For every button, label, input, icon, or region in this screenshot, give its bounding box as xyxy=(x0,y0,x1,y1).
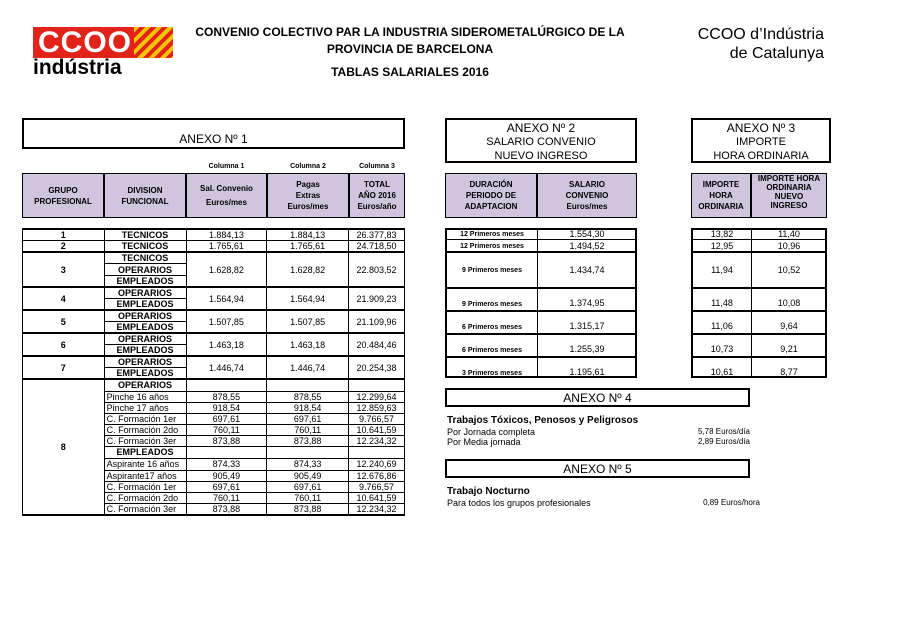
total-cell: 22.803,52 xyxy=(349,252,405,287)
pagas-cell: 1.628,82 xyxy=(267,252,349,287)
header-importe-hora: IMPORTE HORA ORDINARIA xyxy=(691,173,751,218)
grupo-cell: 3 xyxy=(23,252,105,287)
row-line xyxy=(691,333,827,335)
pagas-cell: 1.884,13 xyxy=(267,229,349,241)
row-line xyxy=(445,287,637,289)
grupo-cell: 5 xyxy=(23,310,105,333)
anexo4-item-value: 5,78 Euros/día xyxy=(697,427,750,436)
division-cell: EMPLEADOS xyxy=(104,299,186,311)
pagas-cell: 697,61 xyxy=(267,481,349,492)
division-cell: EMPLEADOS xyxy=(104,368,186,380)
hora-cell: 12,95 xyxy=(710,241,734,251)
total-cell: 21.909,23 xyxy=(349,287,405,310)
nuevo-cell: 10,08 xyxy=(777,298,801,308)
pagas-cell: 1.446,74 xyxy=(267,356,349,379)
total-cell: 10.641,59 xyxy=(349,424,405,435)
empleados-label: EMPLEADOS xyxy=(104,446,186,458)
periodo-cell: 12 Primeros meses xyxy=(460,231,524,238)
row-line xyxy=(691,287,827,289)
anexo4-item-label: Por Media jornada xyxy=(447,437,521,447)
salario-cell: 1.434,74 xyxy=(569,265,605,275)
total-cell: 20.484,46 xyxy=(349,333,405,356)
row-line xyxy=(445,310,637,312)
division-cell: OPERARIOS xyxy=(104,356,186,368)
pagas-cell: 1.564,94 xyxy=(267,287,349,310)
org-name-line1: CCOO d’Indústria xyxy=(697,26,824,43)
pagas-cell: 760,11 xyxy=(267,424,349,435)
hora-cell: 13,82 xyxy=(710,229,734,239)
hora-cell: 11,94 xyxy=(711,265,733,275)
category-cell: C. Formación 1er xyxy=(104,413,186,424)
table-row xyxy=(23,241,405,253)
header-duracion: DURACIÓN PERIODO DE ADAPTACION xyxy=(445,173,537,218)
pagas-cell: 873,88 xyxy=(267,435,349,446)
table-row xyxy=(23,252,405,264)
header-importe-nuevo: IMPORTE HORA ORDINARIA NUEVO INGRESO xyxy=(751,173,827,218)
column-2-label: Columna 2 xyxy=(290,163,326,170)
pagas-cell: 918,54 xyxy=(267,402,349,413)
sal-cell: 878,55 xyxy=(186,391,267,402)
row-line xyxy=(691,239,827,240)
column-3-label: Columna 3 xyxy=(359,163,395,170)
org-name-line2: de Catalunya xyxy=(729,45,824,62)
doc-title-line2: PROVINCIA DE BARCELONA xyxy=(326,42,494,56)
anexo1-table xyxy=(22,228,405,516)
total-cell: 26.377,83 xyxy=(349,229,405,241)
table-row xyxy=(23,287,405,299)
sal-cell: 1.446,74 xyxy=(186,356,267,379)
pagas-cell: 1.765,61 xyxy=(267,241,349,253)
sal-cell: 905,49 xyxy=(186,470,267,481)
pagas-cell: 873,88 xyxy=(267,503,349,515)
sal-cell: 1.628,82 xyxy=(186,252,267,287)
total-cell: 24.718,50 xyxy=(349,241,405,253)
category-cell: Aspirante17 años xyxy=(104,470,186,481)
pagas-cell: 1.463,18 xyxy=(267,333,349,356)
total-cell: 10.641,59 xyxy=(349,492,405,503)
anexo5-item-label: Para todos los grupos profesionales xyxy=(447,498,591,508)
header-pagas-extras: Pagas Extras Euros/mes xyxy=(267,173,349,218)
sal-cell: 1.463,18 xyxy=(186,333,267,356)
table-row xyxy=(23,310,405,322)
anexo4-item-label: Por Jornada completa xyxy=(447,427,536,437)
doc-subtitle: TABLAS SALARIALES 2016 xyxy=(331,65,489,79)
periodo-cell: 9 Primeros meses xyxy=(462,301,522,308)
header-sal-convenio: Sal. Convenio Euros/mes xyxy=(186,173,267,218)
table-row xyxy=(23,356,405,368)
division-cell: TECNICOS xyxy=(104,241,186,253)
column-1-label: Columna 1 xyxy=(208,163,245,170)
division-cell: OPERARIOS xyxy=(104,333,186,345)
hora-cell: 11,48 xyxy=(711,298,733,308)
anexo2-title: ANEXO Nº 2 SALARIO CONVENIO NUEVO INGRESO xyxy=(445,118,637,163)
pagas-cell: 878,55 xyxy=(267,391,349,402)
division-cell: EMPLEADOS xyxy=(104,322,186,334)
salario-cell: 1.374,95 xyxy=(569,298,605,308)
pagas-cell: 1.507,85 xyxy=(267,310,349,333)
operarios-label: OPERARIOS xyxy=(104,379,186,391)
salario-cell: 1.494,52 xyxy=(569,241,605,251)
total-cell: 21.109,96 xyxy=(349,310,405,333)
category-cell: C. Formación 1er xyxy=(104,481,186,492)
anexo4-heading: Trabajos Tóxicos, Penosos y Peligrosos xyxy=(447,415,639,426)
row-line xyxy=(445,356,637,358)
grupo-cell: 2 xyxy=(23,241,105,253)
sal-cell: 1.507,85 xyxy=(186,310,267,333)
total-cell: 12.676,86 xyxy=(349,470,405,481)
pagas-cell: 874,33 xyxy=(267,458,349,470)
sal-cell: 918,54 xyxy=(186,402,267,413)
anexo5-item-value: 0,89 Euros/hora xyxy=(703,498,760,507)
division-cell: OPERARIOS xyxy=(104,287,186,299)
division-cell: TECNICOS xyxy=(104,252,186,264)
sal-cell: 873,88 xyxy=(186,503,267,515)
header-grupo: GRUPO PROFESIONAL xyxy=(22,173,104,218)
row-line xyxy=(691,310,827,312)
doc-title-line1: CONVENIO COLECTIVO PAR LA INDUSTRIA SIDEROMETALÚRGICO DE LA xyxy=(195,25,625,39)
category-cell: Pinche 17 años xyxy=(104,402,186,413)
sal-cell: 697,61 xyxy=(186,481,267,492)
sal-cell: 1.564,94 xyxy=(186,287,267,310)
grupo-cell: 7 xyxy=(23,356,105,379)
anexo3-title: ANEXO Nº 3 IMPORTE HORA ORDINARIA xyxy=(691,118,831,163)
total-cell: 9.766,57 xyxy=(349,481,405,492)
salario-cell: 1.315,17 xyxy=(569,321,605,331)
periodo-cell: 6 Primeros meses xyxy=(462,347,522,354)
nuevo-cell: 9,64 xyxy=(780,321,798,331)
nuevo-cell: 11,40 xyxy=(778,229,800,239)
logo-stripes xyxy=(134,27,173,58)
total-cell: 12.299,64 xyxy=(349,391,405,402)
sal-cell: 874,33 xyxy=(186,458,267,470)
header-total-ano: TOTAL AÑO 2016 Euros/año xyxy=(349,173,405,218)
anexo5-title: ANEXO Nº 5 xyxy=(445,459,750,478)
sal-cell: 1.884,13 xyxy=(186,229,267,241)
anexo4-item-value: 2,89 Euros/día xyxy=(697,437,750,446)
division-cell: EMPLEADOS xyxy=(104,345,186,357)
row-line xyxy=(445,333,637,335)
grupo-cell: 4 xyxy=(23,287,105,310)
sal-cell: 760,11 xyxy=(186,492,267,503)
table-row xyxy=(23,229,405,241)
division-cell: EMPLEADOS xyxy=(104,276,186,288)
periodo-cell: 12 Primeros meses xyxy=(460,243,524,250)
anexo1-title: ANEXO Nº 1 xyxy=(22,118,405,149)
hora-cell: 11,06 xyxy=(711,321,733,331)
header-salario-convenio: SALARIO CONVENIO Euros/mes xyxy=(537,173,637,218)
total-cell: 12.234,32 xyxy=(349,435,405,446)
salario-cell: 1.195,61 xyxy=(569,367,605,377)
category-cell: C. Formación 3er xyxy=(104,503,186,515)
category-cell: C. Formación 3er xyxy=(104,435,186,446)
periodo-cell: 6 Primeros meses xyxy=(462,324,522,331)
nuevo-cell: 10,96 xyxy=(777,241,801,251)
nuevo-cell: 8,77 xyxy=(780,367,798,377)
logo-brand: CCOO xyxy=(38,26,132,59)
sal-cell: 760,11 xyxy=(186,424,267,435)
anexo4-title: ANEXO Nº 4 xyxy=(445,388,750,407)
total-cell: 12.234,32 xyxy=(349,503,405,515)
pagas-cell: 760,11 xyxy=(267,492,349,503)
nuevo-cell: 10,52 xyxy=(777,265,801,275)
grupo-cell: 1 xyxy=(23,229,105,241)
salario-cell: 1.554,30 xyxy=(569,229,605,239)
category-cell: Aspirante 16 años xyxy=(104,458,186,470)
sal-cell: 873,88 xyxy=(186,435,267,446)
row-line xyxy=(691,251,827,253)
salario-cell: 1.255,39 xyxy=(569,344,605,354)
grupo-cell: 6 xyxy=(23,333,105,356)
sal-cell: 1.765,61 xyxy=(186,241,267,253)
total-cell: 12.240,69 xyxy=(349,458,405,470)
grupo-cell: 8 xyxy=(23,379,105,515)
division-cell: TECNICOS xyxy=(104,229,186,241)
header-division: DIVISION FUNCIONAL xyxy=(104,173,186,218)
logo-subtitle: indústria xyxy=(33,56,122,79)
category-cell: C. Formación 2do xyxy=(104,424,186,435)
hora-cell: 10,61 xyxy=(710,367,734,377)
periodo-cell: 3 Primeros meses xyxy=(462,370,522,377)
row-line xyxy=(691,356,827,358)
hora-cell: 10,73 xyxy=(710,344,734,354)
pagas-cell: 697,61 xyxy=(267,413,349,424)
anexo5-heading: Trabajo Nocturno xyxy=(447,486,530,497)
total-cell: 12.859,63 xyxy=(349,402,405,413)
table-row xyxy=(23,333,405,345)
division-cell: OPERARIOS xyxy=(104,310,186,322)
category-cell: C. Formación 2do xyxy=(104,492,186,503)
table-row xyxy=(23,379,405,391)
nuevo-cell: 9,21 xyxy=(780,344,798,354)
category-cell: Pinche 16 años xyxy=(104,391,186,402)
total-cell: 20.254,38 xyxy=(349,356,405,379)
division-cell: OPERARIOS xyxy=(104,264,186,276)
pagas-cell: 905,49 xyxy=(267,470,349,481)
periodo-cell: 9 Primeros meses xyxy=(462,267,522,274)
total-cell: 9.766,57 xyxy=(349,413,405,424)
sal-cell: 697,61 xyxy=(186,413,267,424)
